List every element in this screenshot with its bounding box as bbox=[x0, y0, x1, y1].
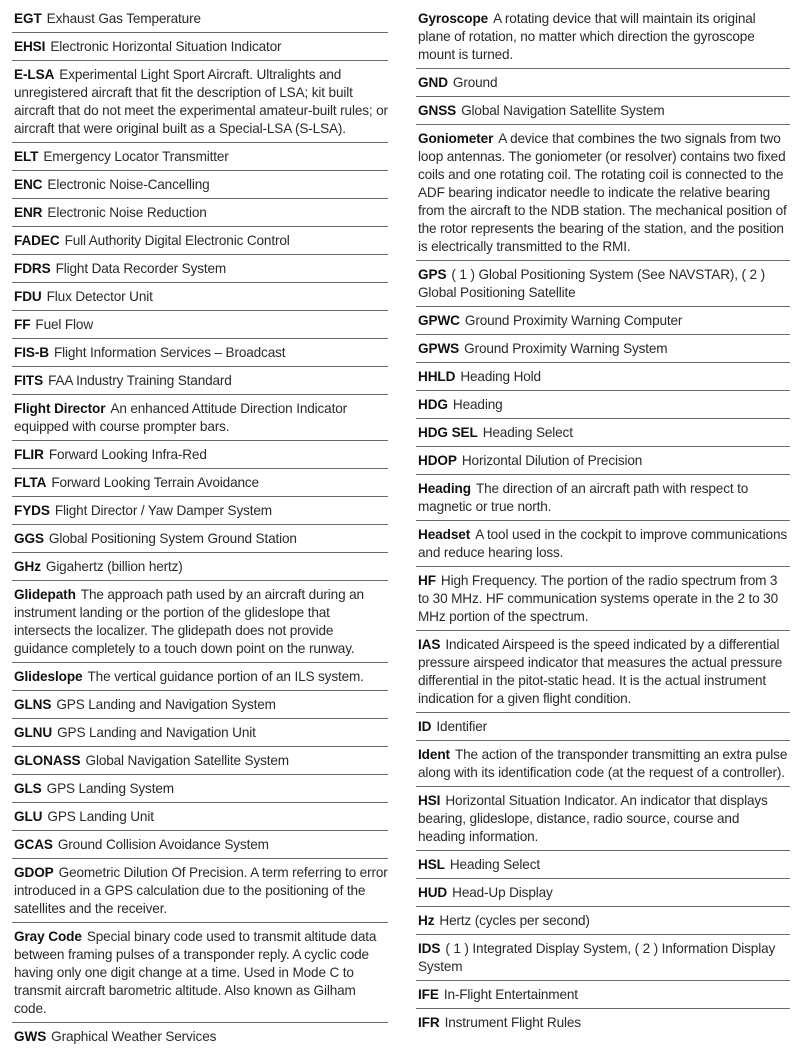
glossary-term: GPS bbox=[418, 267, 447, 282]
glossary-entry-ident bbox=[416, 740, 790, 786]
glossary-definition: Heading Select bbox=[449, 857, 540, 872]
glossary-term: HDG SEL bbox=[418, 425, 478, 440]
glossary-definition: Flight Director / Yaw Damper System bbox=[54, 503, 272, 518]
glossary-definition: Ground bbox=[452, 75, 498, 90]
glossary-definition: Flight Data Recorder System bbox=[55, 261, 227, 276]
glossary-entry-goniometer bbox=[416, 124, 790, 260]
glossary-definition: A tool used in the cockpit to improve communications and reduce hearing loss. bbox=[418, 527, 788, 560]
glossary-definition: Instrument Flight Rules bbox=[444, 1015, 581, 1030]
glossary-definition: ( 1 ) Global Positioning System (See NAVSTAR), ( 2 ) Global Positioning Satellite bbox=[418, 267, 765, 300]
glossary-term: Heading bbox=[418, 481, 471, 496]
glossary-definition: Electronic Horizontal Situation Indicator bbox=[50, 39, 282, 54]
glossary-definition: Experimental Light Sport Aircraft. Ultralights and unregistered aircraft that fit the description of LSA; kit built aircraft that do not meet the experimental amateur-built rules; or aircraft that were original built as a Special-LSA (S-LSA). bbox=[14, 67, 388, 136]
glossary-term: FLIR bbox=[14, 447, 44, 462]
glossary-entry-enr bbox=[12, 198, 388, 226]
glossary-term: HSL bbox=[418, 857, 445, 872]
glossary-definition: Electronic Noise-Cancelling bbox=[47, 177, 210, 192]
glossary-entry-hsl bbox=[416, 850, 790, 878]
glossary-term: Hz bbox=[418, 913, 435, 928]
glossary-definition: A rotating device that will maintain its original plane of rotation, no matter which direction the gyroscope mount is turned. bbox=[418, 11, 756, 62]
glossary-term: HDG bbox=[418, 397, 448, 412]
glossary-term: HHLD bbox=[418, 369, 456, 384]
glossary-term: Ident bbox=[418, 747, 450, 762]
glossary-definition: Electronic Noise Reduction bbox=[47, 205, 207, 220]
glossary-definition: GPS Landing and Navigation Unit bbox=[57, 725, 256, 740]
glossary-entry-glidepath bbox=[12, 580, 388, 662]
glossary-term: FYDS bbox=[14, 503, 50, 518]
glossary-entry-glonass bbox=[12, 746, 388, 774]
glossary-term: FDU bbox=[14, 289, 42, 304]
glossary-definition: Indicated Airspeed is the speed indicated by a differential pressure airspeed indicator that measures the actual pressure differential in the pitot-static head. It is the actual instrument indication for a given flight condition. bbox=[418, 637, 783, 706]
glossary-term: HUD bbox=[418, 885, 448, 900]
glossary-term: GLU bbox=[14, 809, 43, 824]
glossary-term: GHz bbox=[14, 559, 41, 574]
glossary-definition: Exhaust Gas Temperature bbox=[46, 11, 201, 26]
glossary-term: GDOP bbox=[14, 865, 54, 880]
glossary-entry-hsi bbox=[416, 786, 790, 850]
glossary-definition: The action of the transponder transmitting an extra pulse along with its identification code (at the request of a controller). bbox=[418, 747, 788, 780]
glossary-entry-fis-b bbox=[12, 338, 388, 366]
glossary-entry-gpwc bbox=[416, 306, 790, 334]
glossary-term: ELT bbox=[14, 149, 39, 164]
glossary-entry-headset bbox=[416, 520, 790, 566]
glossary-entry-gps bbox=[416, 260, 790, 306]
glossary-definition: In-Flight Entertainment bbox=[443, 987, 578, 1002]
glossary-term: IFR bbox=[418, 1015, 440, 1030]
glossary-entry-enc bbox=[12, 170, 388, 198]
glossary-entry-fadec bbox=[12, 226, 388, 254]
glossary-term: Headset bbox=[418, 527, 471, 542]
glossary-entry-ehsi bbox=[12, 32, 388, 60]
glossary-entry-hdg bbox=[416, 390, 790, 418]
glossary-definition: Gigahertz (billion hertz) bbox=[45, 559, 183, 574]
glossary-entry-gnss bbox=[416, 96, 790, 124]
glossary-definition: FAA Industry Training Standard bbox=[48, 373, 232, 388]
glossary-definition: ( 1 ) Integrated Display System, ( 2 ) Information Display System bbox=[418, 941, 776, 974]
glossary-entry-elt bbox=[12, 142, 388, 170]
glossary-term: ENC bbox=[14, 177, 43, 192]
glossary-entry-ff bbox=[12, 310, 388, 338]
glossary-entry-id bbox=[416, 712, 790, 740]
glossary-entry-ggs bbox=[12, 524, 388, 552]
glossary-definition: High Frequency. The portion of the radio spectrum from 3 to 30 MHz. HF communication systems operate in the 2 to 30 MHz portion of the spectrum. bbox=[418, 573, 779, 624]
glossary-entry-glideslope bbox=[12, 662, 388, 690]
glossary-term: Gray Code bbox=[14, 929, 82, 944]
glossary-definition: Forward Looking Terrain Avoidance bbox=[51, 475, 259, 490]
glossary-definition: Geometric Dilution Of Precision. A term referring to error introduced in a GPS calculation due to the positioning of the satellites and the receiver. bbox=[14, 865, 388, 916]
glossary-term: EHSI bbox=[14, 39, 46, 54]
glossary-definition: Heading Hold bbox=[460, 369, 541, 384]
glossary-term: GLNS bbox=[14, 697, 52, 712]
glossary-entry-hdop bbox=[416, 446, 790, 474]
glossary-entry-gcas bbox=[12, 830, 388, 858]
glossary-entry-fdu bbox=[12, 282, 388, 310]
glossary-definition: Identifier bbox=[436, 719, 488, 734]
glossary-term: EGT bbox=[14, 11, 42, 26]
glossary-definition: Global Positioning System Ground Station bbox=[48, 531, 297, 546]
glossary-term: Flight Director bbox=[14, 401, 106, 416]
glossary-term: GWS bbox=[14, 1029, 47, 1044]
glossary-entry-hz bbox=[416, 906, 790, 934]
glossary-definition: GPS Landing and Navigation System bbox=[56, 697, 276, 712]
glossary-entry-ias bbox=[416, 630, 790, 712]
glossary-definition: Graphical Weather Services bbox=[51, 1029, 217, 1044]
glossary-entry-hud bbox=[416, 878, 790, 906]
glossary-term: GLS bbox=[14, 781, 42, 796]
glossary-term: IDS bbox=[418, 941, 441, 956]
glossary-term: FLTA bbox=[14, 475, 47, 490]
glossary-entry-hdg-sel bbox=[416, 418, 790, 446]
glossary-left-column bbox=[12, 4, 388, 1050]
glossary-entry-ids bbox=[416, 934, 790, 980]
glossary-entry-egt bbox=[12, 4, 388, 32]
glossary-definition: Head-Up Display bbox=[452, 885, 553, 900]
glossary-term: GNSS bbox=[418, 103, 457, 118]
glossary-definition: Forward Looking Infra-Red bbox=[48, 447, 207, 462]
glossary-term: GLONASS bbox=[14, 753, 81, 768]
glossary-term: HDOP bbox=[418, 453, 457, 468]
glossary-term: ENR bbox=[14, 205, 43, 220]
glossary-definition: The vertical guidance portion of an ILS system. bbox=[87, 669, 364, 684]
glossary-entry-glu bbox=[12, 802, 388, 830]
glossary-term: FIS-B bbox=[14, 345, 49, 360]
glossary-entry-gls bbox=[12, 774, 388, 802]
glossary-entry-gpws bbox=[416, 334, 790, 362]
glossary-definition: Heading bbox=[452, 397, 503, 412]
glossary-entry-fyds bbox=[12, 496, 388, 524]
glossary-entry-glnu bbox=[12, 718, 388, 746]
glossary-definition: Hertz (cycles per second) bbox=[439, 913, 590, 928]
glossary-entry-gray-code bbox=[12, 922, 388, 1022]
glossary-entry-e-lsa bbox=[12, 60, 388, 142]
glossary-definition: Ground Proximity Warning Computer bbox=[464, 313, 683, 328]
glossary-definition: Emergency Locator Transmitter bbox=[43, 149, 229, 164]
glossary-definition: GPS Landing Unit bbox=[47, 809, 154, 824]
glossary-term: Goniometer bbox=[418, 131, 494, 146]
glossary-definition: Global Navigation Satellite System bbox=[85, 753, 289, 768]
glossary-term: GGS bbox=[14, 531, 44, 546]
glossary-entry-flight-director bbox=[12, 394, 388, 440]
glossary-entry-fdrs bbox=[12, 254, 388, 282]
glossary-term: HF bbox=[418, 573, 436, 588]
glossary-entry-gws bbox=[12, 1022, 388, 1050]
glossary-definition: Global Navigation Satellite System bbox=[461, 103, 665, 118]
glossary-term: GPWS bbox=[418, 341, 460, 356]
glossary-definition: Fuel Flow bbox=[35, 317, 93, 332]
glossary-definition: The direction of an aircraft path with respect to magnetic or true north. bbox=[418, 481, 749, 514]
glossary-entry-gyroscope bbox=[416, 4, 790, 68]
glossary-entry-hf bbox=[416, 566, 790, 630]
glossary-term: FDRS bbox=[14, 261, 51, 276]
glossary-right-column bbox=[416, 4, 790, 1036]
glossary-term: ID bbox=[418, 719, 432, 734]
glossary-entry-ifr bbox=[416, 1008, 790, 1036]
glossary-entry-glns bbox=[12, 690, 388, 718]
glossary-term: E-LSA bbox=[14, 67, 55, 82]
glossary-entry-hhld bbox=[416, 362, 790, 390]
glossary-definition: Full Authority Digital Electronic Control bbox=[64, 233, 290, 248]
glossary-term: GND bbox=[418, 75, 448, 90]
glossary-definition: Special binary code used to transmit altitude data between framing pulses of a transponder reply. A cyclic code having only one digit change at a time. Used in Mode C to transmit aircraft barometric altitude. Also known as Gilham code. bbox=[14, 929, 377, 1016]
glossary-term: FADEC bbox=[14, 233, 60, 248]
glossary-term: FF bbox=[14, 317, 31, 332]
glossary-definition: Horizontal Situation Indicator. An indicator that displays bearing, glideslope, distance, radio source, course and heading information. bbox=[418, 793, 768, 844]
glossary-definition: Ground Proximity Warning System bbox=[464, 341, 668, 356]
glossary-definition: An enhanced Attitude Direction Indicator equipped with course prompter bars. bbox=[14, 401, 347, 434]
glossary-definition: Ground Collision Avoidance System bbox=[57, 837, 269, 852]
glossary-definition: Flux Detector Unit bbox=[46, 289, 153, 304]
glossary-term: HSI bbox=[418, 793, 441, 808]
glossary-entry-ife bbox=[416, 980, 790, 1008]
glossary-term: GPWC bbox=[418, 313, 460, 328]
glossary-entry-gnd bbox=[416, 68, 790, 96]
glossary-entry-heading bbox=[416, 474, 790, 520]
glossary-term: Glideslope bbox=[14, 669, 83, 684]
glossary-term: GLNU bbox=[14, 725, 53, 740]
glossary-term: Glidepath bbox=[14, 587, 76, 602]
glossary-definition: GPS Landing System bbox=[46, 781, 174, 796]
glossary-definition: The approach path used by an aircraft during an instrument landing or the portion of the glideslope that intersects the localizer. The glidepath does not provide guidance completely to a touch down point on the runway. bbox=[14, 587, 364, 656]
glossary-entry-gdop bbox=[12, 858, 388, 922]
glossary-term: IAS bbox=[418, 637, 441, 652]
glossary-definition: A device that combines the two signals from two loop antennas. The goniometer (or resolver) contains two fixed coils and one rotating coil. The rotating coil is connected to the ADF bearing indicator needle to indicate the relative bearing from the aircraft to the NDB station. The mechanical position of the rotor represents the bearing of the station, and the position is electrically transmitted to the RMI. bbox=[418, 131, 787, 254]
glossary-term: FITS bbox=[14, 373, 44, 388]
glossary-entry-ghz bbox=[12, 552, 388, 580]
glossary-definition: Horizontal Dilution of Precision bbox=[461, 453, 643, 468]
glossary-definition: Heading Select bbox=[482, 425, 573, 440]
glossary-entry-flta bbox=[12, 468, 388, 496]
glossary-definition: Flight Information Services – Broadcast bbox=[54, 345, 286, 360]
glossary-term: IFE bbox=[418, 987, 439, 1002]
glossary-entry-flir bbox=[12, 440, 388, 468]
glossary-entry-fits bbox=[12, 366, 388, 394]
glossary-term: GCAS bbox=[14, 837, 53, 852]
glossary-term: Gyroscope bbox=[418, 11, 489, 26]
